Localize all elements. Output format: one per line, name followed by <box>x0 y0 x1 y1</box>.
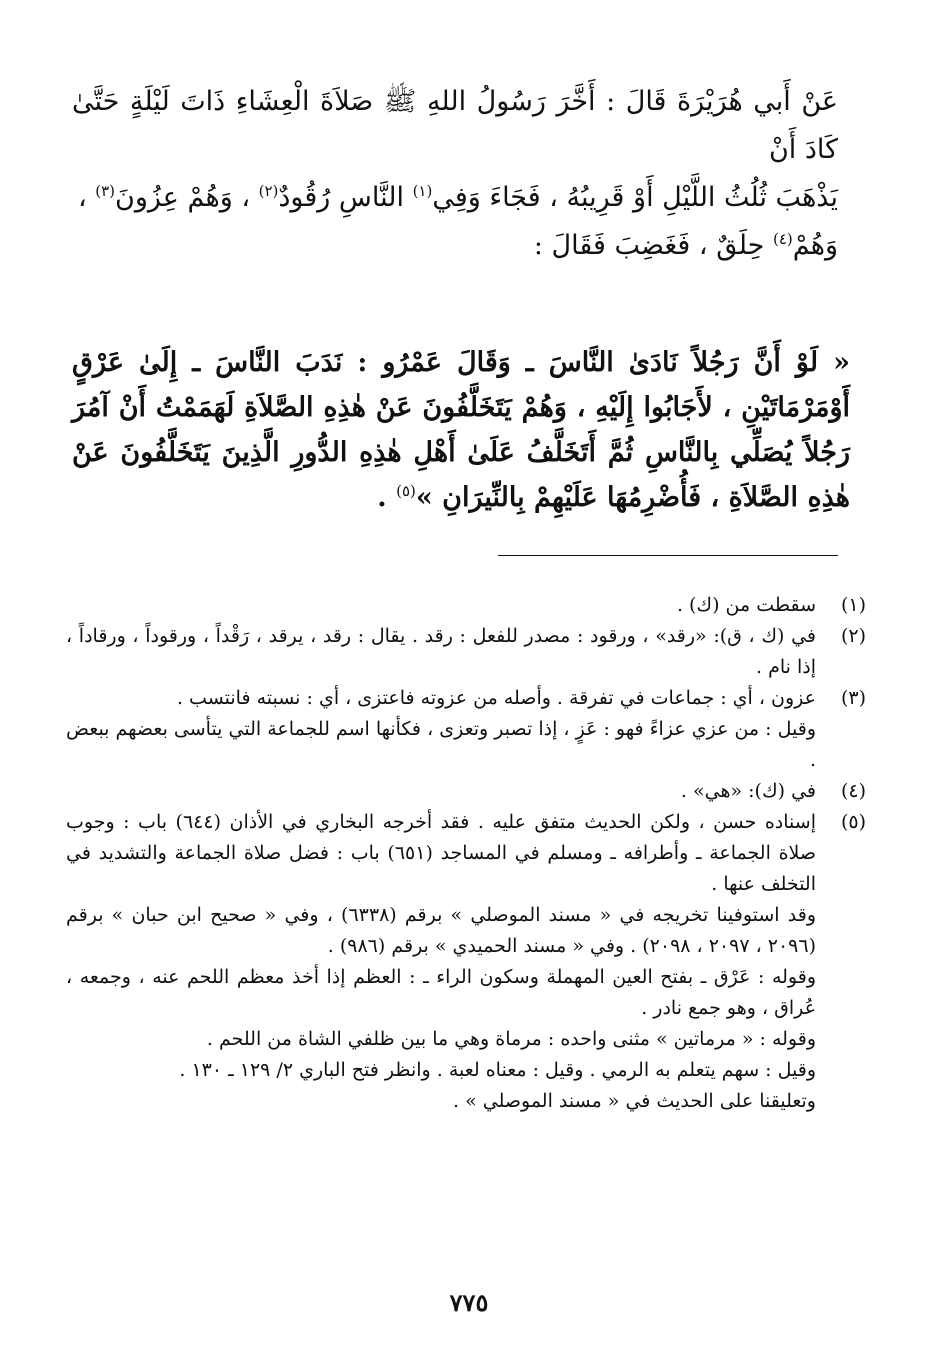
footnote-number: (٥) <box>840 811 866 833</box>
footnote-3 <box>66 683 866 776</box>
footnote-paragraph: وتعليقنا على الحديث في « مسند الموصلي » . <box>453 1090 816 1112</box>
intro-text-3: النَّاسِ رُقُودٌ <box>278 182 404 213</box>
footnote-ref-4: (٤) <box>772 230 793 248</box>
footnote-2 <box>66 621 866 683</box>
intro-line-2 <box>72 174 838 222</box>
footnote-4 <box>66 776 866 807</box>
footnote-ref-3: (٣) <box>95 182 116 200</box>
footnote-paragraph: في (ك): «هي» . <box>680 780 816 802</box>
footnote-paragraph: في (ك ، ق): «رقد» ، ورقود : مصدر للفعل : رقد . يقال : رقد ، يرقد ، رَقْداً ، ورقوداً ، ورقاداً ، إذا نام . <box>66 625 816 678</box>
page-number: ٧٧٥ <box>449 1288 489 1317</box>
footnote-number: (٣) <box>840 687 866 709</box>
footnote-body <box>66 807 816 1117</box>
intro-text-1: عَنْ أَبي هُرَيْرَةَ قَالَ : أَخَّرَ رَسُولُ اللهِ ﷺ صَلاَةَ الْعِشَاءِ ذَاتَ لَيْلَةٍ حَتَّىٰ كَادَ أَنْ <box>72 86 838 165</box>
intro-line-1 <box>72 78 838 174</box>
footnote-paragraph: وقوله : عَرْق ـ بفتح العين المهملة وسكون الراء ـ : العظم إذا أخذ معظم اللحم عنه ، وجمعه ، عُراق ، وهو جمع نادر . <box>66 966 816 1019</box>
footnote-paragraph: وقيل : سهم يتعلم به الرمي . وقيل : معناه لعبة . وانظر فتح الباري ٢/ ١٢٩ ـ ١٣٠ . <box>179 1059 816 1081</box>
footnote-body <box>66 621 816 683</box>
intro-text-4: ، وَهُمْ عِزُونَ <box>115 182 251 213</box>
footnote-ref-5: (٥) <box>396 482 416 500</box>
footnote-1 <box>66 590 866 621</box>
intro-line-3 <box>72 222 838 270</box>
footnote-number: (١) <box>840 594 866 616</box>
hadith-intro <box>72 78 838 270</box>
footnote-paragraph: وقد استوفينا تخريجه في « مسند الموصلي » برقم (٦٣٣٨) ، وفي « صحيح ابن حبان » برقم (٢٠٩٦ ، ٢٠٩٧ ، ٢٠٩٨) . وفي « مسند الحميدي » برقم (٩٨٦) . <box>66 904 816 957</box>
footnote-paragraph: وقيل : من عزي عزاءً فهو : عَزٍ ، إذا تصبر وتعزى ، فكأنها اسم للجماعة التي يتأسى بعضهم ببعض . <box>66 718 816 771</box>
footnote-body <box>66 590 816 621</box>
footnote-number: (٢) <box>840 625 866 647</box>
intro-text-2: يَذْهَبَ ثُلُثُ اللَّيْلِ أَوْ قَرِيبُهُ ، فَجَاءَ وَفِي <box>432 182 838 213</box>
hadith-body: « لَوْ أَنَّ رَجُلاً نَادَىٰ النَّاسَ ـ وَقَالَ عَمْرُو : نَدَبَ النَّاسَ ـ إِلَىٰ عَرْقٍ أَوْمَرْمَاتَيْنِ ، لأَجَابُوا إِلَيْهِ ، وَهُمْ يَتَخَلَّفُونَ عَنْ هٰذِهِ الصَّلاَةِ لَهَمَمْتُ أَنْ آمُرَ رَجُلاً يُصَلِّي بِالنَّاسِ ثُمَّ أَتَخَلَّفُ عَلَىٰ أَهْلِ هٰذِهِ الدُّورِ الَّذِينَ يَتَخَلَّفُونَ عَنْ هٰذِهِ الصَّلاَةِ ، فَأُضْرِمُهَا عَلَيْهِمْ بِالنِّيرَانِ » <box>72 347 850 513</box>
hadith-paragraph <box>72 340 850 520</box>
footnote-5 <box>66 807 866 1117</box>
footnote-body <box>66 776 816 807</box>
hadith-text <box>72 340 850 520</box>
intro-text-5: ، <box>77 182 87 213</box>
footnote-separator <box>498 555 838 556</box>
footnote-paragraph: سقطت من (ك) . <box>676 594 816 616</box>
footnote-number: (٤) <box>840 780 866 802</box>
footnote-ref-1: (١) <box>412 182 433 200</box>
intro-text-7: حِلَقٌ ، فَغَضِبَ فَقَالَ : <box>533 230 765 261</box>
footnote-paragraph: إسناده حسن ، ولكن الحديث متفق عليه . فقد أخرجه البخاري في الأذان (٦٤٤) باب : وجوب صلاة الجماعة ـ وأطرافه ـ ومسلم في المساجد (٦٥١) باب : فضل صلاة الجماعة والتشديد في التخلف عنها . <box>66 811 816 895</box>
footnote-ref-2: (٢) <box>258 182 279 200</box>
footnote-paragraph: وقوله : « مرماتين » مثنى واحده : مرماة وهي ما بين ظلفي الشاة من اللحم . <box>206 1028 816 1050</box>
footnote-paragraph: عزون ، أي : جماعات في تفرقة . وأصله من عزوته فاعتزى ، أي : نسبته فانتسب . <box>176 687 816 709</box>
footnotes <box>66 590 866 1117</box>
intro-text-6: وَهُمْ <box>792 230 838 261</box>
footnote-body <box>66 683 816 776</box>
hadith-end: . <box>377 482 397 513</box>
